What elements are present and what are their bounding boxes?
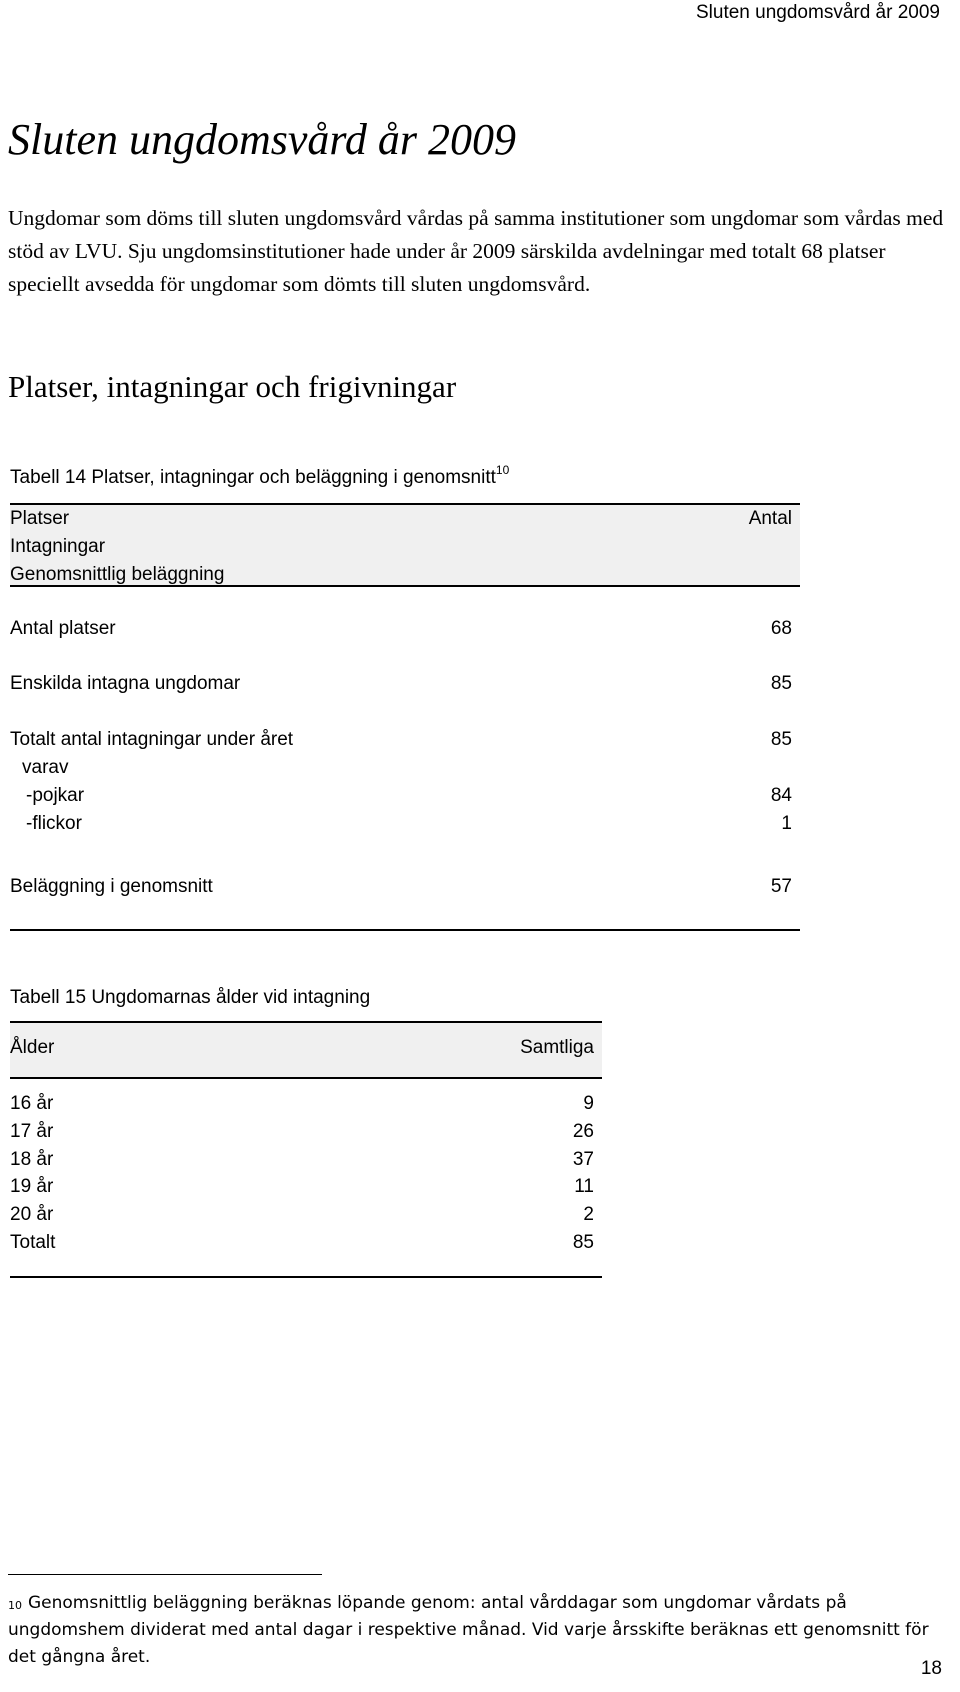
- footnote-text: Genomsnittlig beläggning beräknas löpande genom: antal vårddagar som ungdomar vårdats på ungdomshem dividerat med antal dagar i respektive månad. Vid varje årsskifte beräknas ett genomsnitt för det gångna året.: [8, 1593, 929, 1667]
- table-14-caption: [10, 463, 510, 490]
- row-value: 37: [572, 1149, 594, 1170]
- table-15-header: [10, 1021, 602, 1079]
- row-value: 85: [770, 729, 792, 750]
- table-15-header-samtliga: Samtliga: [520, 1037, 594, 1058]
- row-value: 68: [770, 618, 792, 639]
- row-label: 20 år: [10, 1204, 54, 1225]
- row-label: Beläggning i genomsnitt: [10, 876, 213, 897]
- table-15-bottom-rule: [10, 1276, 602, 1278]
- row-label: 17 år: [10, 1121, 54, 1142]
- table-row: [10, 1173, 602, 1201]
- table-row: [10, 726, 800, 754]
- row-value: 2: [583, 1204, 594, 1225]
- row-value: 57: [770, 876, 792, 897]
- row-label: Totalt antal intagningar under året: [10, 729, 294, 750]
- row-value: 9: [583, 1093, 594, 1114]
- table-row: [10, 1229, 602, 1257]
- table-14-bottom-rule: [10, 929, 800, 931]
- footnote-number: 10: [8, 1599, 22, 1612]
- table-row: [10, 810, 800, 838]
- table-14-header-antal: Antal: [748, 508, 792, 529]
- row-value: 85: [770, 673, 792, 694]
- table-row: [10, 1201, 602, 1229]
- row-value: 26: [572, 1121, 594, 1142]
- table-14-header-labels: [10, 505, 224, 589]
- table-row: [10, 1090, 602, 1118]
- running-header: Sluten ungdomsvård år 2009: [696, 2, 940, 23]
- table-row: [10, 873, 800, 901]
- row-label: Totalt: [10, 1232, 56, 1253]
- row-label: 16 år: [10, 1093, 54, 1114]
- row-label: -pojkar: [26, 785, 85, 806]
- row-label: Antal platser: [10, 618, 116, 639]
- footnote: [8, 1590, 953, 1671]
- table-row: [10, 1146, 602, 1174]
- page-number: 18: [920, 1658, 942, 1679]
- table-row: [10, 615, 800, 643]
- row-label: 18 år: [10, 1149, 54, 1170]
- page-title: Sluten ungdomsvård år 2009: [8, 115, 517, 164]
- row-label: 19 år: [10, 1176, 54, 1197]
- row-label: -flickor: [26, 813, 82, 834]
- table-14-header-line-belaggning: Genomsnittlig beläggning: [10, 564, 225, 585]
- footnote-separator: [8, 1574, 322, 1575]
- intro-paragraph: Ungdomar som döms till sluten ungdomsvård vårdas på samma institutioner som ungdomar som vårdas med stöd av LVU. Sju ungdomsinstitutioner hade under år 2009 särskilda avdelningar med totalt 68 platser speciellt avsedda för ungdomar som dömts till sluten ungdomsvård.: [8, 206, 944, 296]
- section-heading: Platser, intagningar och frigivningar: [8, 369, 457, 404]
- table-15-caption: Tabell 15 Ungdomarnas ålder vid intagning: [10, 987, 371, 1008]
- row-label: varav: [22, 757, 69, 778]
- row-value: 84: [770, 785, 792, 806]
- table-row: [10, 754, 800, 782]
- row-value: 1: [781, 813, 792, 834]
- footnote-ref: 10: [495, 463, 510, 477]
- table-row: [10, 782, 800, 810]
- row-value: 11: [574, 1176, 594, 1197]
- table-14-header: [10, 503, 800, 587]
- table-14-caption-text: Tabell 14 Platser, intagningar och beläggning i genomsnitt: [10, 467, 496, 488]
- table-14-header-line-intagningar: Intagningar: [10, 536, 106, 557]
- table-row: [10, 1118, 602, 1146]
- row-value: 85: [572, 1232, 594, 1253]
- row-label: Enskilda intagna ungdomar: [10, 673, 241, 694]
- table-row: [10, 670, 800, 698]
- table-15-header-alder: Ålder: [10, 1037, 55, 1058]
- table-14-header-line-platser: Platser: [10, 508, 70, 529]
